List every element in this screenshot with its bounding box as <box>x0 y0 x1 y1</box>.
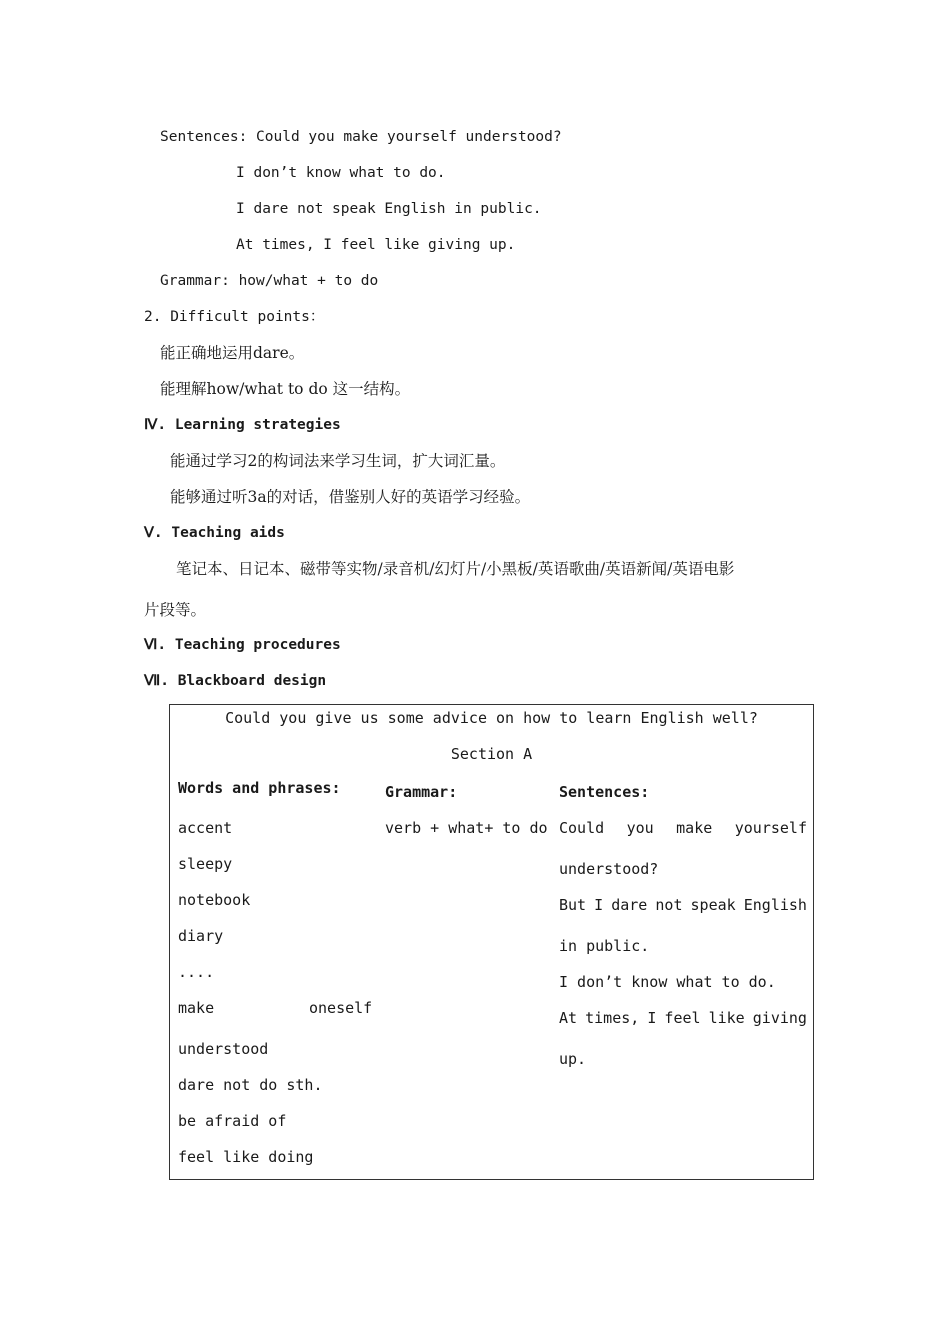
difficult-heading: 2. Difficult points： <box>144 309 325 325</box>
sentence-word: speak <box>690 896 736 914</box>
phrase-oneself: oneself <box>309 999 373 1017</box>
grammar-value: how/what + to do <box>238 273 379 289</box>
sentence-word: make <box>676 819 713 837</box>
aids-heading: Ⅴ. Teaching aids <box>144 525 285 541</box>
grammar-line <box>160 271 378 291</box>
blackboard-title: Could you give us some advice on how to learn English well? <box>225 709 758 727</box>
aids-line-1: 笔记本、日记本、磁带等实物/录音机/幻灯片/小黑板/英语歌曲/英语新闻/英语电影 <box>176 560 735 578</box>
sentence-word: English <box>743 896 807 914</box>
grammar-heading: Grammar: <box>385 783 458 801</box>
sentence-word: feel <box>664 1009 701 1027</box>
grammar-item: verb + what+ to do <box>385 819 548 837</box>
phrase-item: understood <box>178 1040 269 1058</box>
sentence-3: I dare not speak English in public. <box>236 201 542 217</box>
phrase-item: dare not do sth. <box>178 1076 323 1094</box>
sentence-1: Could you make yourself understood? <box>256 129 562 145</box>
blackboard-section: Section A <box>450 745 533 763</box>
difficult-item-2: 能理解how/what to do 这一结构。 <box>160 380 411 398</box>
sentences-label: Sentences: <box>160 129 248 145</box>
word-item: diary <box>178 927 224 945</box>
sentence-4-end: up. <box>559 1050 587 1068</box>
sentences-heading: Sentences: <box>559 783 650 801</box>
sentences-line <box>160 127 562 147</box>
sentence-2: I don’t know what to do. <box>236 165 446 181</box>
aids-line-2: 片段等。 <box>144 601 207 619</box>
sentence-word: times, <box>585 1009 640 1027</box>
sentence-3: I don’t know what to do. <box>559 973 776 991</box>
word-item: accent <box>178 819 233 837</box>
words-heading: Words and phrases: <box>178 779 341 797</box>
strategies-item-1: 能通过学习2的构词法来学习生词，扩大词汇量。 <box>170 452 506 470</box>
word-item: sleepy <box>178 855 233 873</box>
sentence-word: Could <box>559 819 605 837</box>
procedures-heading: Ⅵ. Teaching procedures <box>144 637 341 653</box>
sentence-word: I <box>594 896 604 914</box>
grammar-label: Grammar: <box>160 273 230 289</box>
sentence-word: not <box>655 896 683 914</box>
sentence-2-line <box>559 895 807 915</box>
sentence-1-end: understood? <box>559 860 659 878</box>
sentence-word: dare <box>611 896 648 914</box>
sentence-word: giving <box>752 1009 807 1027</box>
sentence-1-line <box>559 818 807 838</box>
blackboard-table <box>169 704 814 1180</box>
phrase-make: make <box>178 999 215 1017</box>
sentence-word: yourself <box>734 819 807 837</box>
sentence-word: I <box>647 1009 657 1027</box>
sentence-word: like <box>708 1009 745 1027</box>
sentence-word: you <box>626 819 654 837</box>
difficult-item-1: 能正确地运用dare。 <box>160 344 305 362</box>
phrase-item: be afraid of <box>178 1112 287 1130</box>
strategies-item-2: 能够通过听3a的对话，借鉴别人好的英语学习经验。 <box>170 488 531 506</box>
sentence-word: But <box>559 896 587 914</box>
word-item: notebook <box>178 891 251 909</box>
sentence-word: At <box>559 1009 578 1027</box>
sentence-2-end: in public. <box>559 937 650 955</box>
strategies-heading: Ⅳ. Learning strategies <box>144 417 341 433</box>
blackboard-heading: Ⅶ. Blackboard design <box>144 673 327 689</box>
word-item: .... <box>178 963 215 981</box>
phrase-item: feel like doing <box>178 1148 314 1166</box>
sentence-4: At times, I feel like giving up. <box>236 237 516 253</box>
sentence-4-line <box>559 1008 807 1028</box>
